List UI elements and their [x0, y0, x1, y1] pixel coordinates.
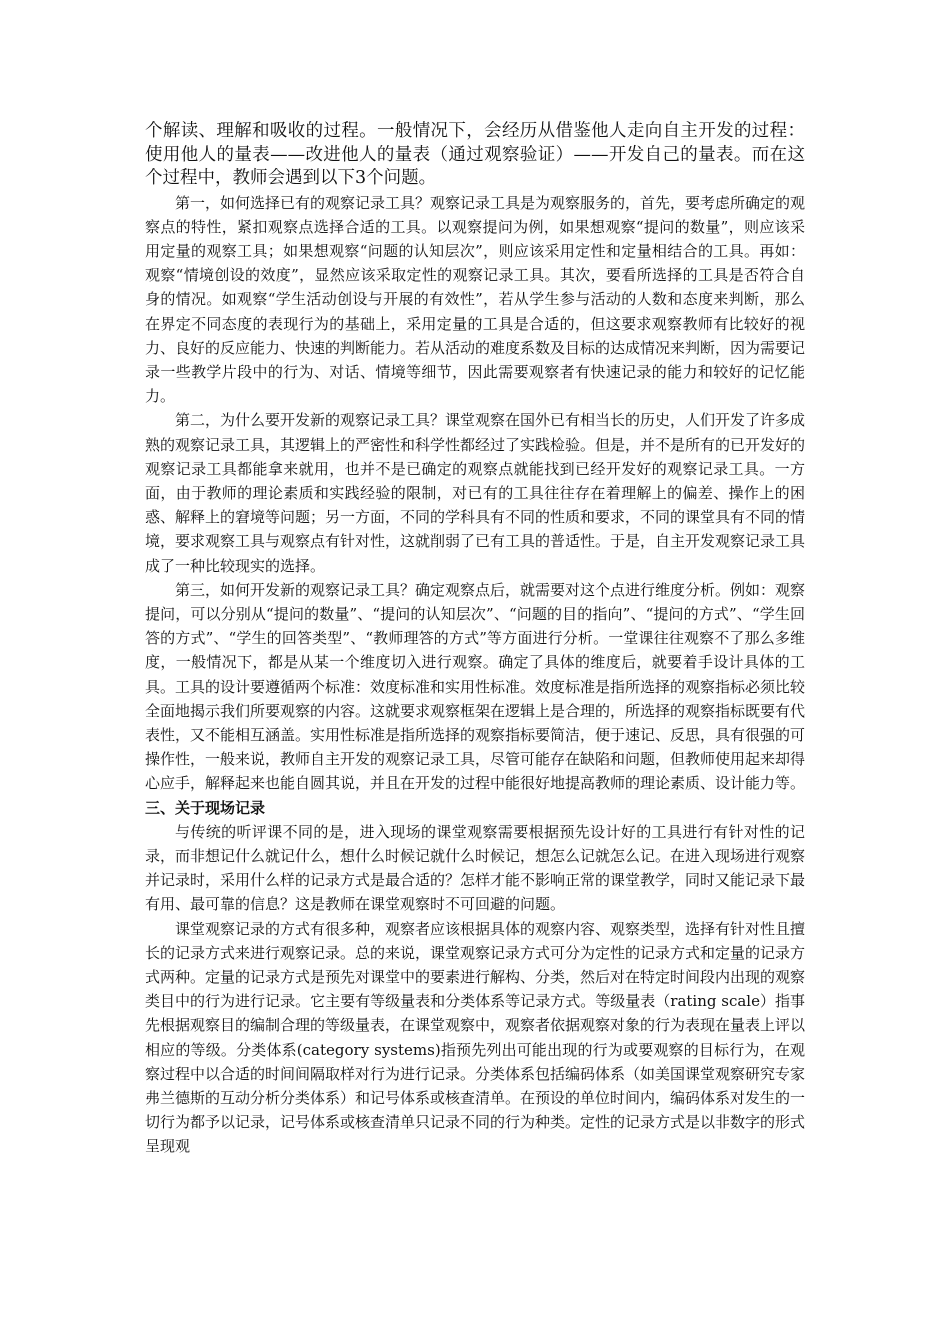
paragraph-first: 第一，如何选择已有的观察记录工具？观察记录工具是为观察服务的，首先，要考虑所确定的观察点的特性，紧扣观察点选择合适的工具。以观察提问为例，如果想观察“提问的数量”，则应该采用定量的观察工具；如果想观察“问题的认知层次”，则应该采用定性和定量相结合的工具。再如：观察“情境创设的效度”，显然应该采取定性的观察记录工具。其次，要看所选择的工具是否符合自身的情况。如观察“学生活动创设与开展的有效性”，若从学生参与活动的人数和态度来判断，那么在界定不同态度的表现行为的基础上，采用定量的工具是合适的，但这要求观察教师有比较好的视力、良好的反应能力、快速的判断能力。若从活动的难度系数及目标的达成情况来判断，因为需要记录一些教学片段中的行为、对话、情境等细节，因此需要观察者有快速记录的能力和较好的记忆能力。 [145, 193, 806, 406]
intro-paragraph: 个解读、理解和吸收的过程。一般情况下，会经历从借鉴他人走向自主开发的过程：使用他人的量表——改进他人的量表（通过观察验证）——开发自己的量表。而在这个过程中，教师会遇到以下3个问题。 [145, 121, 805, 188]
paragraph-field-record-1: 与传统的听评课不同的是，进入现场的课堂观察需要根据预先设计好的工具进行有针对性的记录，而非想记什么就记什么，想什么时候记就什么时候记，想怎么记就怎么记。在进入现场进行观察并记录时，采用什么样的记录方式是最合适的？怎样才能不影响正常的课堂教学，同时又能记录下最有用、最可靠的信息？这是教师在课堂观察时不可回避的问题。 [145, 822, 806, 914]
paragraph-second: 第二，为什么要开发新的观察记录工具？课堂观察在国外已有相当长的历史，人们开发了许多成熟的观察记录工具，其逻辑上的严密性和科学性都经过了实践检验。但是，并不是所有的已开发好的观察记录工具都能拿来就用，也并不是已确定的观察点就能找到已经开发好的观察记录工具。一方面，由于教师的理论素质和实践经验的限制，对已有的工具往往存在着理解上的偏差、操作上的困惑、解释上的窘境等问题；另一方面，不同的学科具有不同的性质和要求，不同的课堂具有不同的情境，要求观察工具与观察点有针对性，这就削弱了已有工具的普适性。于是，自主开发观察记录工具成了一种比较现实的选择。 [145, 411, 806, 575]
section-heading: 三、关于现场记录 [145, 798, 266, 817]
paragraph-third: 第三，如何开发新的观察记录工具？确定观察点后，就需要对这个点进行维度分析。例如：观察提问，可以分别从“提问的数量”、“提问的认知层次”、“问题的目的指向”、“提问的方式”、“学生回答的方式”、“学生的回答类型”、“教师理答的方式”等方面进行分析。一堂课往往观察不了那么多维度，一般情况下，都是从某一个维度切入进行观察。确定了具体的维度后，就要着手设计具体的工具。工具的设计要遵循两个标准：效度标准和实用性标准。效度标准是指所选择的观察指标必须比较全面地揭示我们所要观察的内容。这就要求观察框架在逻辑上是合理的，所选择的观察指标既要有代表性，又不能相互涵盖。实用性标准是指所选择的观察指标要简洁，便于速记、反思，具有很强的可操作性，一般来说，教师自主开发的观察记录工具，尽管可能存在缺陷和问题，但教师使用起来却得心应手，解释起来也能自圆其说，并且在开发的过程中能很好地提高教师的理论素质、设计能力等。 [145, 580, 806, 793]
paragraph-field-record-2: 课堂观察记录的方式有很多种，观察者应该根据具体的观察内容、观察类型，选择有针对性且擅长的记录方式来进行观察记录。总的来说，课堂观察记录方式可分为定性的记录方式和定量的记录方式两种。定量的记录方式是预先对课堂中的要素进行解构、分类，然后对在特定时间段内出现的观察类目中的行为进行记录。它主要有等级量表和分类体系等记录方式。等级量表（rating scale）指事先根据观察目的编制合理的等级量表，在课堂观察中，观察者依据观察对象的行为表现在量表上评以相应的等级。分类体系(category systems)指预先列出可能出现的行为或要观察的目标行为，在观察过程中以合适的时间间隔取样对行为进行记录。分类体系包括编码体系（如美国课堂观察研究专家弗兰德斯的互动分析分类体系）和记号体系或核查清单。在预设的单位时间内，编码体系对发生的一切行为都予以记录，记号体系或核查清单只记录不同的行为种类。定性的记录方式是以非数字的形式呈现观 [145, 919, 806, 1156]
document-page [145, 120, 805, 1159]
